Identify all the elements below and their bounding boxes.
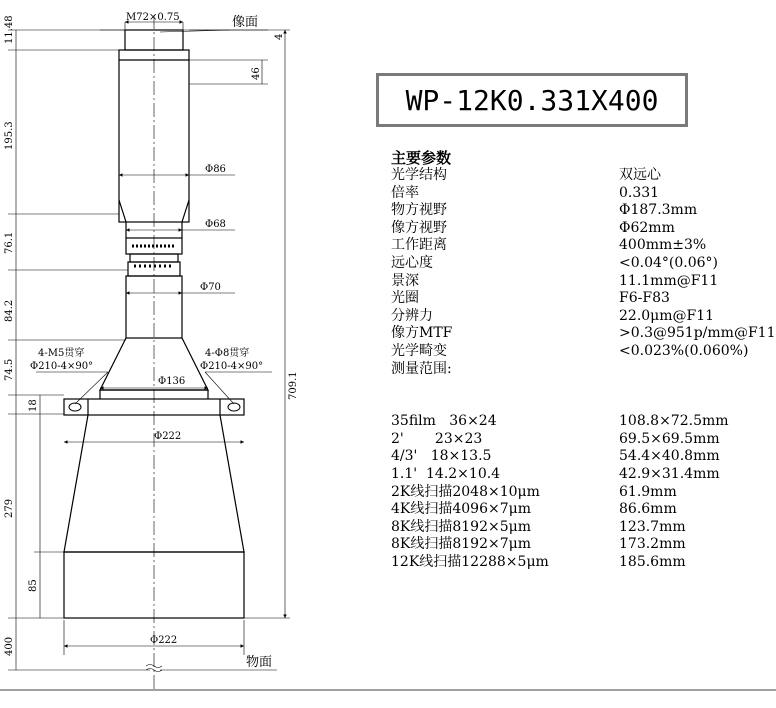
dim-4: 4 [274,33,285,40]
list-item [391,413,776,431]
list-item [391,167,776,185]
dim-46: 46 [251,67,262,80]
dimension-lines-left [16,30,40,670]
list-item [391,519,776,537]
param-value: 108.8×72.5mm [619,413,729,430]
hole-right-spec: 4-Φ8贯穿 [205,348,250,359]
dim-400: 400 [4,636,15,656]
image-plane-label: 像面 [232,15,259,30]
param-value: <0.023%(0.060%) [619,342,749,359]
param-value: F6-F83 [619,290,670,307]
param-name: 4/3' 18×13.5 [391,448,492,465]
param-value: Φ187.3mm [619,202,698,219]
model-title: WP-12K0.331X400 [405,83,659,117]
param-name: 物方视野 [391,202,447,219]
dim-74-5: 74.5 [4,358,15,381]
hole-right-pcd: Φ210-4×90° [200,361,264,372]
list-item [391,484,776,502]
list-item [391,325,776,343]
dim-76-1: 76.1 [4,231,15,254]
param-value: 86.6mm [619,501,677,518]
param-name: 远心度 [391,254,433,271]
list-item [391,343,776,361]
list-item [391,361,776,379]
param-name: 光学畸变 [391,342,447,359]
param-name: 像方MTF [391,325,453,342]
dim-279: 279 [4,498,15,518]
param-value: 双远心 [619,167,661,183]
list-item [391,255,776,273]
param-value [619,361,776,379]
object-plane-label: 物面 [246,655,273,670]
param-name: 分辨力 [391,307,433,324]
param-name: 12K线扫描12288×5μm [391,553,549,570]
param-name: 1.1' 14.2×10.4 [391,465,501,482]
hole-left-pcd: Φ210-4×90° [30,361,94,372]
thread-label: M72×0.75 [126,12,180,23]
dim-18: 18 [28,399,39,412]
list-item [391,554,776,572]
spec-heading: 主要参数 [391,149,452,167]
param-value: 11.1mm@F11 [619,272,719,289]
param-name: 2' 23×23 [391,430,483,447]
dim-84-2: 84.2 [4,299,15,322]
list-item [391,536,776,554]
param-name: 4K线扫描4096×7μm [391,501,532,518]
param-value: 22.0μm@F11 [619,307,715,324]
list-item [391,202,776,220]
dim-709-1: 709.1 [288,371,299,400]
list-item [391,220,776,238]
diameter-68: Φ68 [205,219,226,230]
param-name: 景深 [391,272,419,289]
diameter-lines [36,22,277,670]
param-name: 光圈 [391,290,419,307]
list-item [391,501,776,519]
param-value: 54.4×40.8mm [619,448,720,465]
diameter-222-bottom: Φ222 [150,635,178,646]
param-value: 0.331 [619,184,660,201]
list-item [391,431,776,449]
list-item [391,466,776,484]
dim-195-3: 195.3 [4,121,15,150]
param-value: >0.3@951p/mm@F11 [619,325,776,342]
param-value: <0.04°(0.06°) [619,254,718,271]
param-value: 185.6mm [619,553,686,570]
diameter-70: Φ70 [200,282,221,293]
param-list [391,167,776,378]
param-name: 35film 36×24 [391,413,497,430]
param-name: 2K线扫描2048×10μm [391,483,540,500]
param-value: 173.2mm [619,536,686,553]
param-value: 61.9mm [619,483,677,500]
param-value: 69.5×69.5mm [619,430,720,447]
diameter-136: Φ136 [158,376,186,387]
diameter-86: Φ86 [205,164,226,175]
param-value: 123.7mm [619,518,686,535]
param-name: 8K线扫描8192×5μm [391,518,532,535]
list-item [391,308,776,326]
list-item [391,185,776,203]
list-item [391,448,776,466]
param-value: 42.9×31.4mm [619,465,720,482]
param-name: 8K线扫描8192×7μm [391,536,532,553]
param-value: 400mm±3% [619,237,707,254]
diameter-222-top: Φ222 [154,431,182,442]
dim-11-48: 11.48 [4,15,15,44]
spec-table [391,150,776,571]
range-list [391,413,776,571]
dimension-lines-right [189,30,290,618]
flange-holes [69,403,240,411]
list-item [391,290,776,308]
list-item [391,237,776,255]
model-title-box [376,73,688,127]
param-name: 倍率 [391,184,419,201]
param-value: Φ62mm [619,219,675,236]
dim-85: 85 [28,579,39,592]
hole-left-spec: 4-M5贯穿 [38,348,85,359]
param-name: 测量范围: [391,360,452,377]
param-name: 像方视野 [391,219,447,236]
param-name: 工作距离 [391,237,447,254]
list-item [391,273,776,291]
param-name: 光学结构 [391,167,447,183]
